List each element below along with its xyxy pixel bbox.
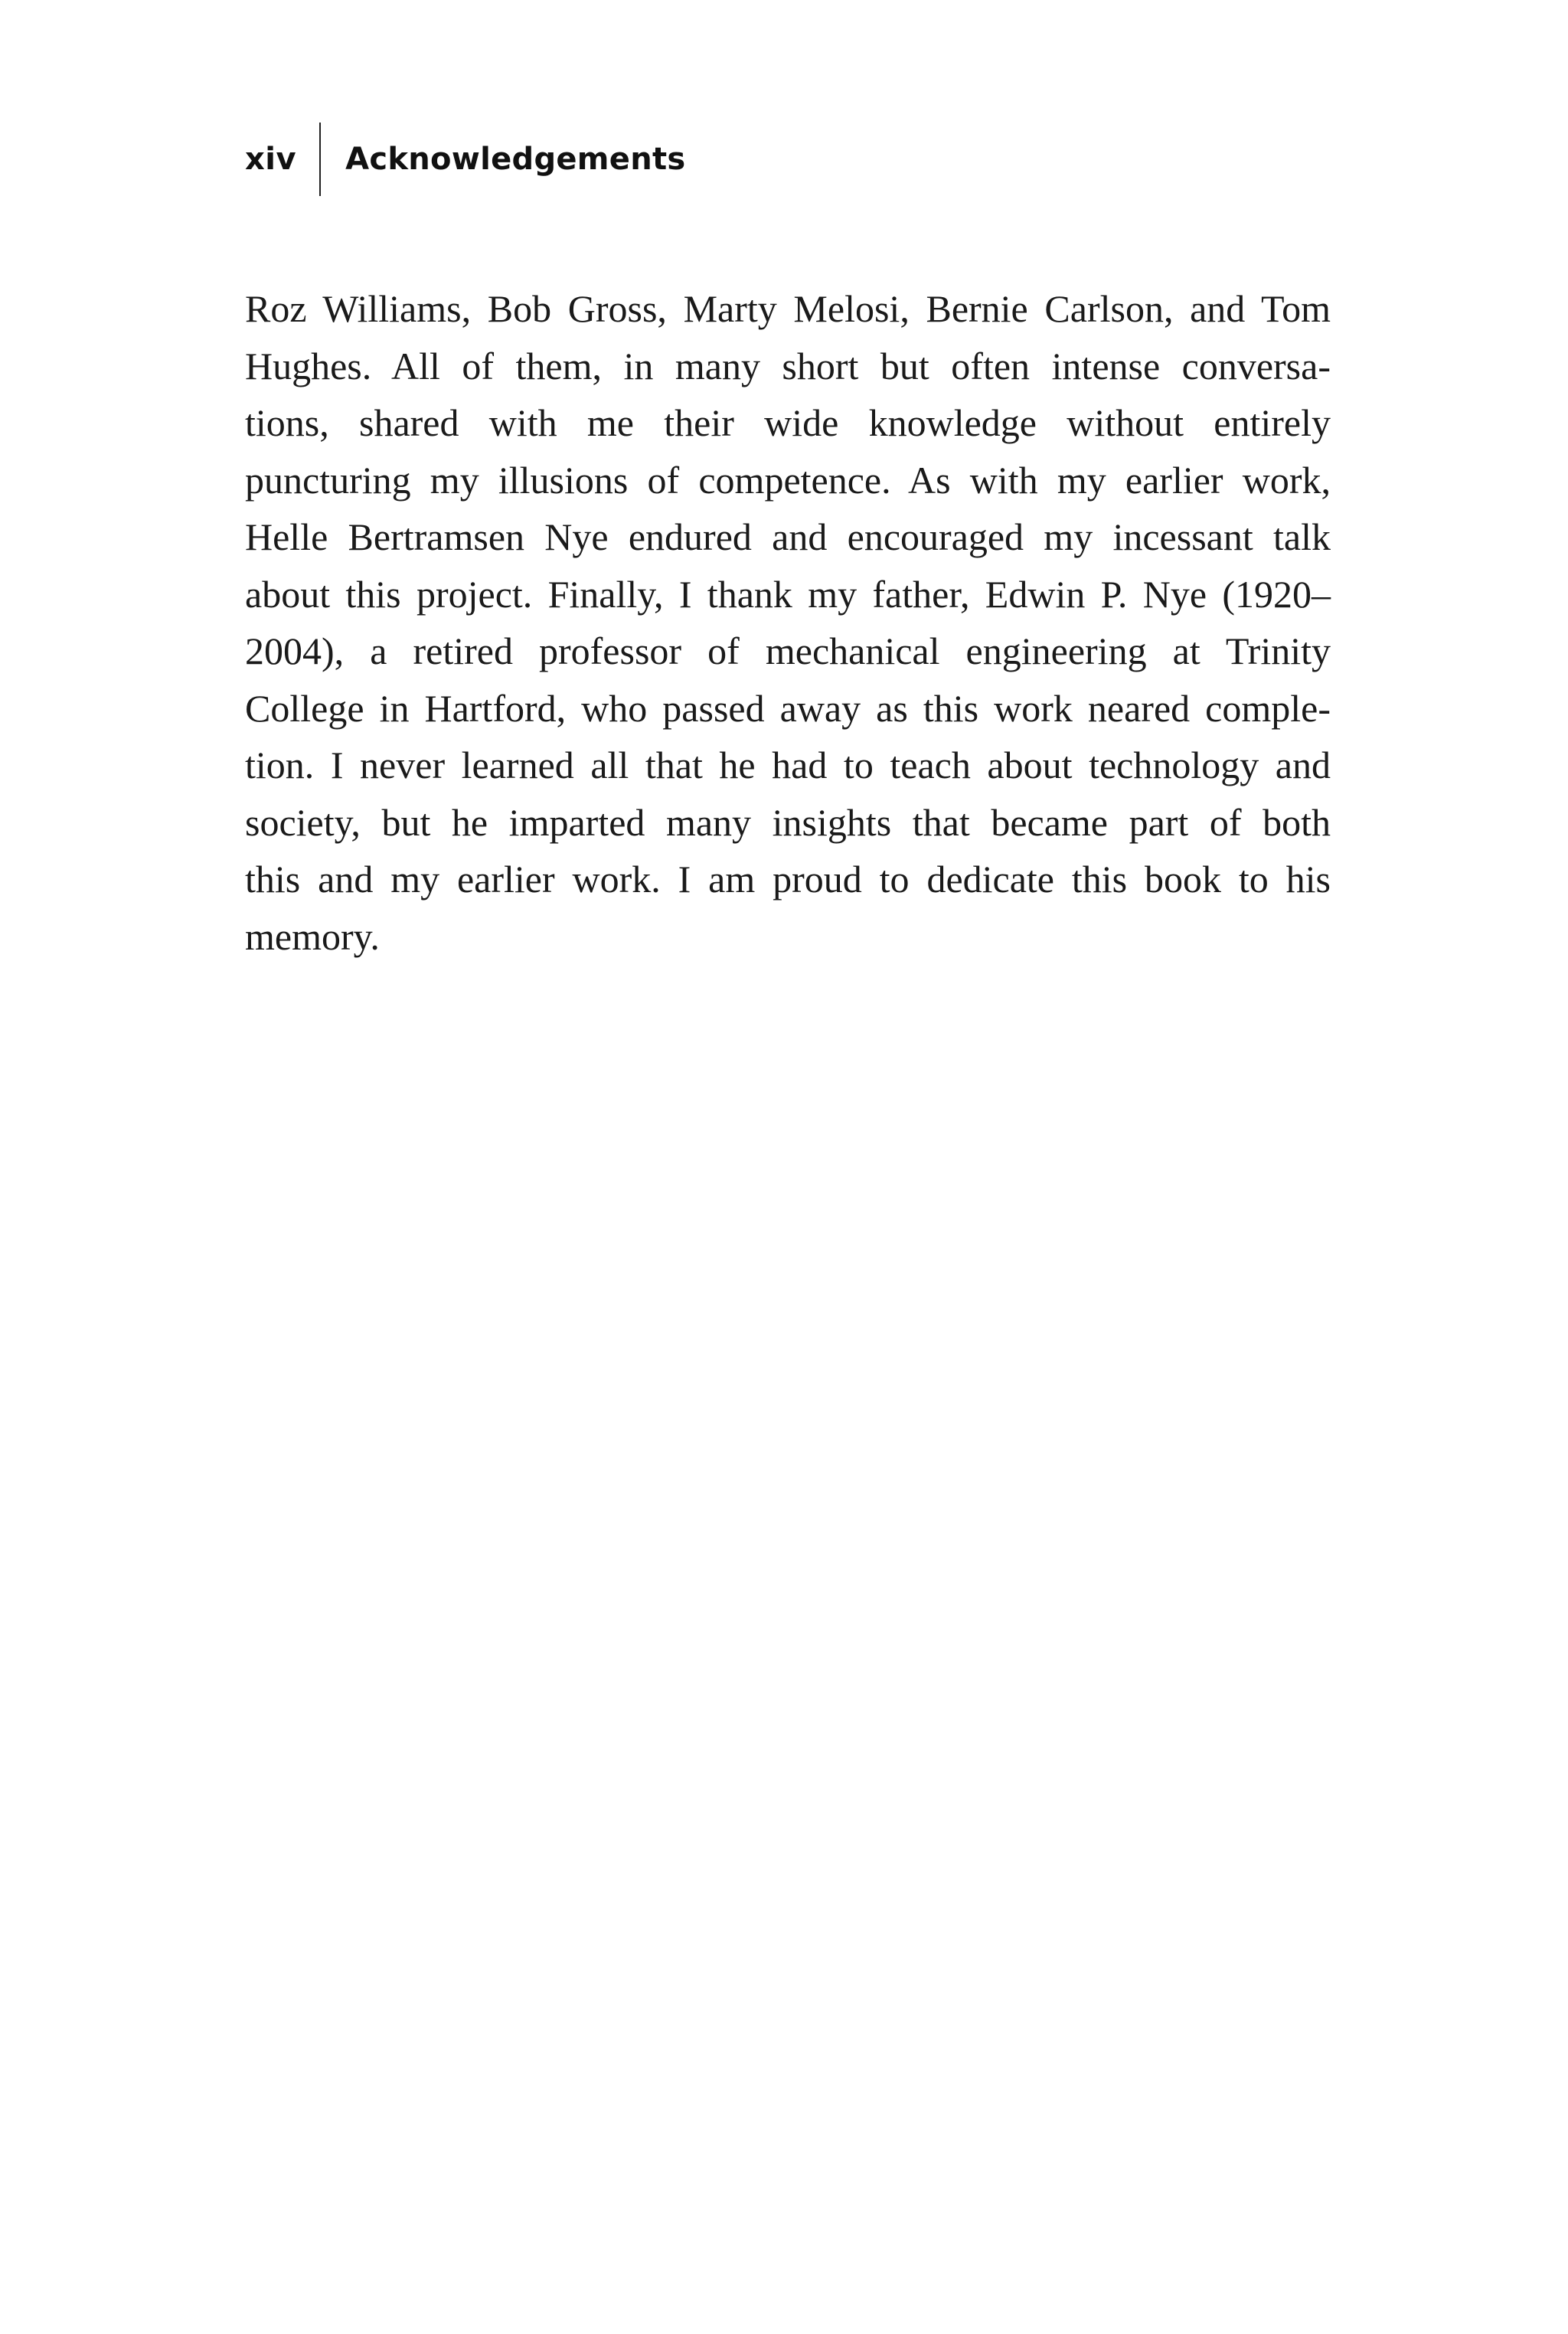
text-line: Helle Bertramsen Nye endured and encouraged my incessant talk [245,515,1331,558]
text-line: 2004), a retired professor of mechanical engineering at Trinity [245,629,1331,672]
running-head-title: Acknowledgements [345,142,686,177]
text-line: Hughes. All of them, in many short but often intense conversa- [245,344,1331,387]
text-line: memory. [245,914,380,958]
text-line: society, but he imparted many insights that became part of both [245,800,1331,844]
page-number: xiv [245,142,297,177]
body-paragraph [245,280,1331,965]
text-line: tion. I never learned all that he had to teach about technology and [245,744,1331,786]
running-head [245,123,686,196]
text-line: about this project. Finally, I thank my father, Edwin P. Nye (1920– [245,572,1331,616]
text-line: Roz Williams, Bob Gross, Marty Melosi, Bernie Carlson, and Tom [245,287,1331,330]
text-line: puncturing my illusions of competence. As with my earlier work, [245,458,1331,502]
text-line: this and my earlier work. I am proud to dedicate this book to his [245,858,1331,901]
text-line: tions, shared with me their wide knowledge without entirely [245,401,1331,444]
text-line: College in Hartford, who passed away as this work neared comple- [245,686,1331,730]
